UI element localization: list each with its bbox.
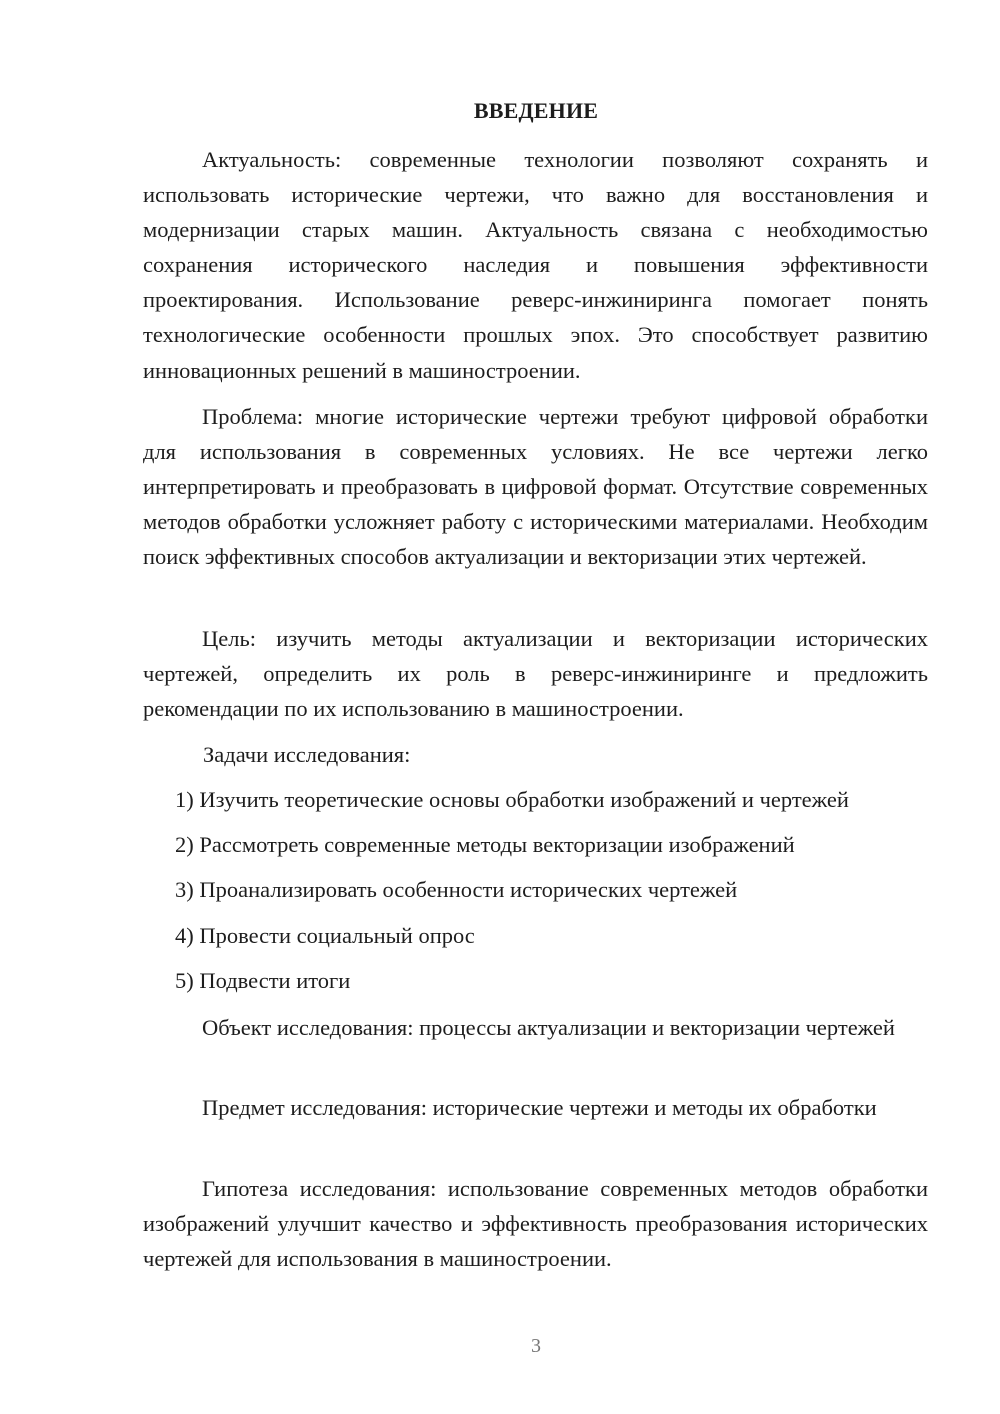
subject-paragraph: Предмет исследования: исторические чертежи и методы их обработки: [202, 1095, 877, 1120]
problem-paragraph: Проблема: многие исторические чертежи требуют цифровой обработки для использования в современных условиях. Не все чертежи легко интерпретировать и преобразовать в цифровой формат. Отсутствие современных методов обработки усложняет работу с историческими материалами. Необходим поиск эффективных способов актуализации и векторизации этих чертежей.: [143, 404, 928, 570]
task-item-1: 1) Изучить теоретические основы обработки изображений и чертежей: [175, 787, 849, 812]
goal-paragraph: Цель: изучить методы актуализации и векторизации исторических чертежей, определить их роль в реверс-инжиниринге и предложить рекомендации по их использованию в машиностроении.: [143, 626, 928, 722]
task-item-4: 4) Провести социальный опрос: [175, 923, 475, 948]
hypothesis-paragraph: Гипотеза исследования: использование современных методов обработки изображений улучшит качество и эффективность преобразования исторических чертежей для использования в машиностроении.: [143, 1176, 928, 1272]
task-item-3: 3) Проанализировать особенности исторических чертежей: [175, 877, 738, 902]
section-heading: ВВЕДЕНИЕ: [473, 98, 599, 123]
task-item-5: 5) Подвести итоги: [175, 968, 351, 993]
task-item-2: 2) Рассмотреть современные методы векторизации изображений: [175, 832, 795, 857]
relevance-paragraph: Актуальность: современные технологии позволяют сохранять и использовать исторические чертежи, что важно для восстановления и модернизации старых машин. Актуальность связана с необходимостью сохранения исторического наследия и повышения эффективности проектирования. Использование реверс-инжиниринга помогает понять технологические особенности прошлых эпох. Это способствует развитию инновационных решений в машиностроении.: [143, 147, 928, 383]
tasks-title: Задачи исследования:: [203, 742, 411, 767]
object-paragraph: Объект исследования: процессы актуализации и векторизации чертежей: [202, 1015, 895, 1040]
page-number: 3: [531, 1335, 541, 1357]
